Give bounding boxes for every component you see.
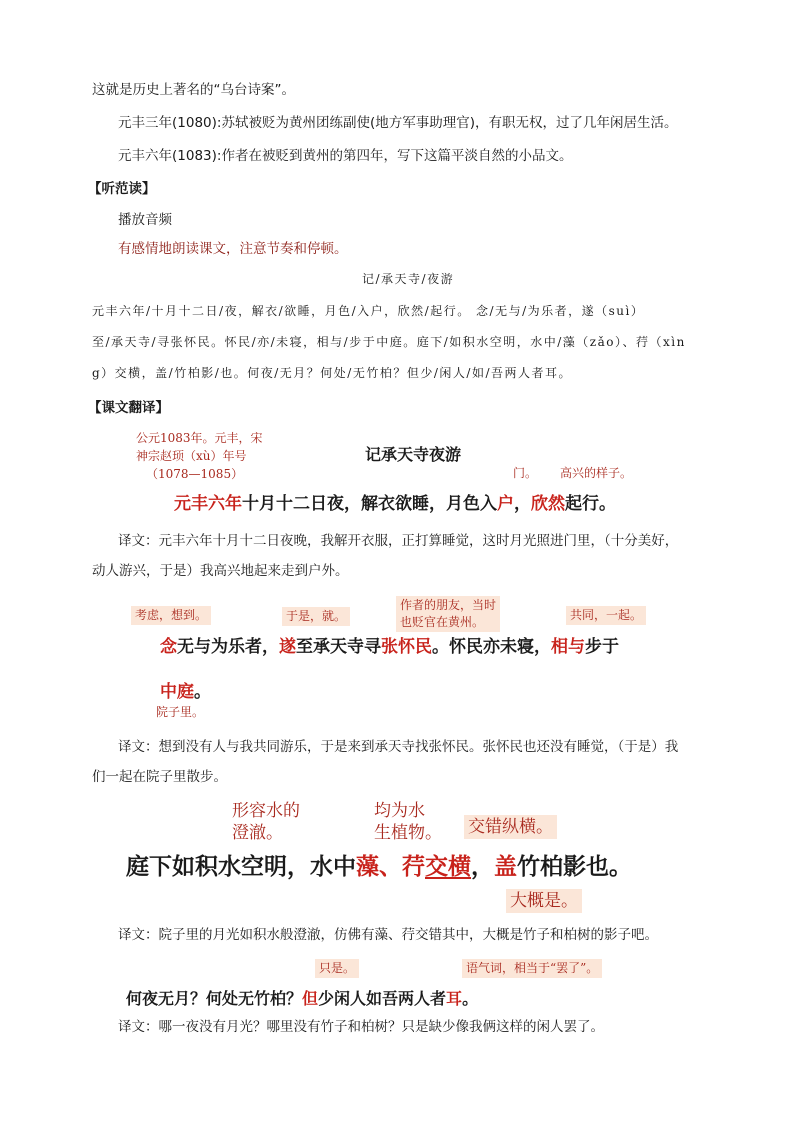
- sentence-1-part-4: ，: [514, 494, 531, 514]
- sentence-3-part-1: 庭下如积水空明，水中: [126, 854, 356, 880]
- sentence-3-part-6: 竹柏影也。: [517, 854, 632, 880]
- term-gai: 盖: [494, 854, 517, 880]
- note-clear-line-2: 澄澈。: [232, 823, 283, 843]
- term-zhanghuaimin: 张怀民: [381, 637, 432, 657]
- sentence-2-continued: [160, 677, 211, 702]
- passage-line-2: 至/承天寺/寻张怀民。怀民/亦/未寝，相与/步于中庭。庭下/如积水空明，水中/藻（zǎo）、荇（xìn: [92, 335, 686, 349]
- sentence-1-part-6: 起行。: [565, 494, 616, 514]
- play-audio-link[interactable]: 播放音频: [118, 212, 172, 228]
- term-jiaoheng: 交横: [425, 854, 471, 880]
- sentence-4-part-3: 少闲人如吾两人者: [318, 989, 447, 1008]
- term-sui: 遂: [279, 637, 296, 657]
- note-sui: 于是，就。: [282, 607, 350, 626]
- note-zhanghuaimin: [396, 596, 500, 632]
- translation-title: 记承天寺夜游: [365, 445, 462, 464]
- note-xinran: 高兴的样子。: [560, 466, 633, 480]
- reading-instruction: 有感情地朗读课文，注意节奏和停顿。: [118, 241, 348, 257]
- translation-3: 译文：院子里的月光如积水般澄澈，仿佛有藻、荇交错其中，大概是竹子和柏树的影子吧。: [118, 927, 658, 943]
- term-xiangyu: 相与: [551, 637, 585, 657]
- sentence-4-part-5: 。: [462, 989, 479, 1008]
- term-nian: 念: [160, 637, 177, 657]
- sentence-2-part-8: 步于: [585, 637, 619, 657]
- note-er: 语气词，相当于“罢了”。: [462, 959, 602, 978]
- intro-line-2: 元丰三年(1080):苏轼被贬为黄州团练副使(地方军事助理官)，有职无权，过了几年闲居生活。: [118, 115, 678, 131]
- term-xinran: 欣然: [531, 494, 565, 514]
- term-hu: 户: [497, 494, 514, 514]
- intro-line-1: 这就是历史上著名的“乌台诗案”。: [92, 82, 295, 98]
- note-friend-line-1: 作者的朋友，当时: [400, 598, 497, 612]
- note-xiangyu: 共同，一起。: [566, 606, 646, 625]
- sentence-2-part-4: 至承天寺寻: [296, 637, 381, 657]
- term-er: 耳: [446, 989, 463, 1008]
- passage-line-1: 元丰六年/十月十二日/夜，解衣/欲睡，月色/入户，欣然/起行。 念/无与/为乐者，遂（suì）: [92, 304, 645, 318]
- term-zhongting: 中庭: [160, 682, 194, 702]
- note-friend-line-2: 也贬官在黄州。: [400, 615, 485, 629]
- sentence-1: [174, 489, 616, 514]
- sentence-2-part-2: 无与为乐者，: [177, 637, 279, 657]
- sentence-3: [126, 848, 632, 881]
- translation-4: 译文：哪一夜没有月光？哪里没有竹子和柏树？只是缺少像我俩这样的闲人罢了。: [118, 1019, 604, 1035]
- intro-line-3: 元丰六年(1083):作者在被贬到黄州的第四年，写下这篇平淡自然的小品文。: [118, 148, 573, 164]
- sentence-1-part-2: 十月十二日夜，解衣欲睡，月色入: [242, 494, 497, 514]
- translate-heading: 【课文翻译】: [88, 400, 169, 416]
- note-zao-xing: [374, 800, 442, 844]
- note-yuanfeng-3: （1078—1085）: [146, 467, 244, 481]
- note-yuanfeng-1: 公元1083年。元丰，宋: [136, 431, 263, 445]
- sentence-4: [126, 986, 478, 1009]
- translation-1-line-2: 动人游兴，于是）我高兴地起来走到户外。: [92, 563, 349, 579]
- note-yuanfeng-2: 神宗赵顼（xù）年号: [136, 449, 247, 463]
- note-dan: 只是。: [315, 959, 359, 978]
- translation-2-line-1: 译文：想到没有人与我共同游乐，于是来到承天寺找张怀民。张怀民也还没有睡觉，（于是）我: [118, 739, 679, 755]
- note-plant-line-1: 均为水: [374, 801, 425, 821]
- term-dan: 但: [302, 989, 319, 1008]
- sentence-2-part-6: 。怀民亦未寝，: [432, 637, 551, 657]
- sentence-2: [160, 632, 619, 657]
- passage-line-3: g）交横，盖/竹柏影/也。何夜/无月？何处/无竹柏？但少/闲人/如/吾两人者耳。: [92, 366, 572, 380]
- passage-title: 记/承天寺/夜游: [362, 272, 455, 286]
- term-zao-xing: 藻、荇: [356, 854, 425, 880]
- translation-2-line-2: 们一起在院子里散步。: [92, 769, 227, 785]
- sentence-4-part-1: 何夜无月？何处无竹柏？: [126, 989, 303, 1008]
- translation-1-line-1: 译文：元丰六年十月十二日夜晚，我解开衣服，正打算睡觉，这时月光照进门里，（十分美好，: [118, 533, 679, 549]
- note-nian: 考虑，想到。: [131, 606, 211, 625]
- note-gai: 大概是。: [506, 889, 582, 913]
- note-zhongting: 院子里。: [156, 705, 205, 719]
- note-hu: 门。: [513, 466, 538, 480]
- note-kongming: [232, 800, 300, 844]
- listen-heading: 【听范读】: [88, 181, 156, 197]
- note-clear-line-1: 形容水的: [232, 801, 300, 821]
- note-jiaoheng: 交错纵横。: [464, 815, 557, 839]
- sentence-2-end: 。: [194, 682, 211, 702]
- note-plant-line-2: 生植物。: [374, 823, 442, 843]
- sentence-3-part-4: ，: [471, 854, 494, 880]
- term-yuanfeng-liunian: 元丰六年: [174, 494, 242, 514]
